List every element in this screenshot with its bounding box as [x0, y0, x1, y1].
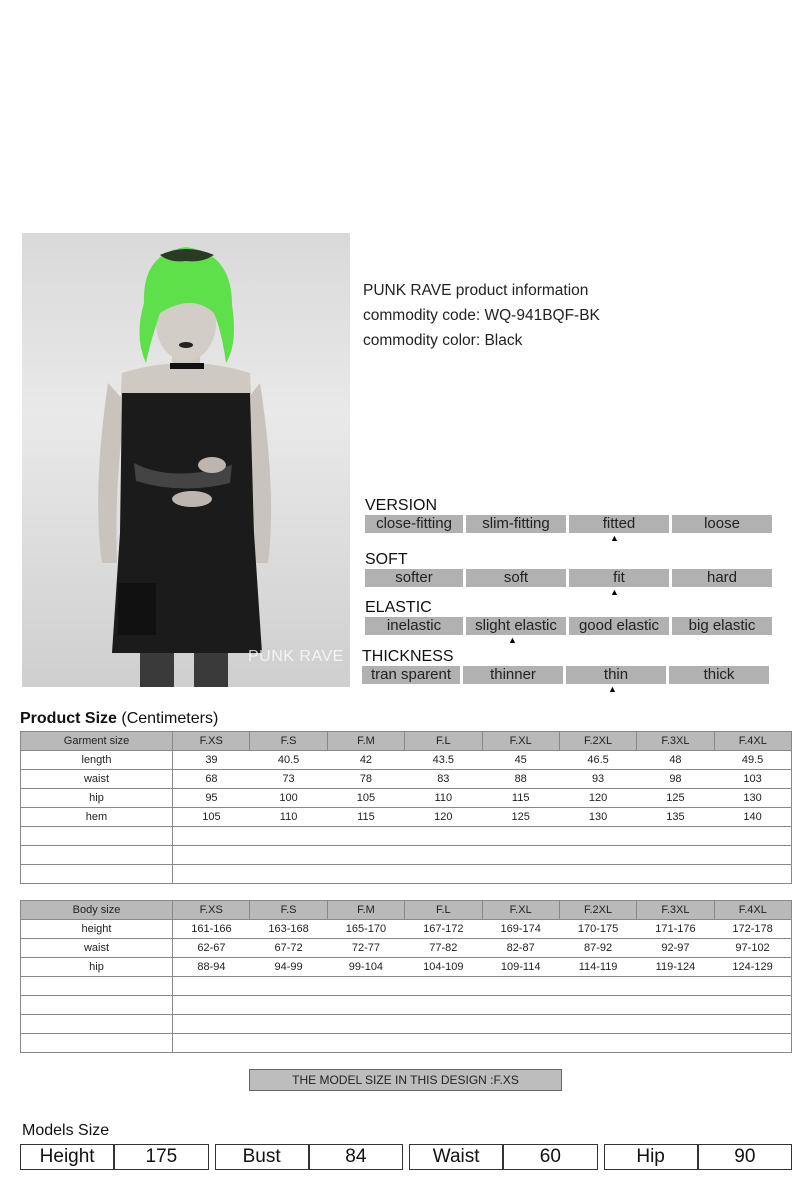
elastic-marker-icon: ▲: [508, 635, 517, 645]
table-cell: 171-176: [637, 920, 714, 939]
table-cell: 105: [173, 808, 250, 827]
thickness-option: tran sparent: [362, 666, 460, 684]
elastic-option: slight elastic: [466, 617, 566, 635]
blank-cell: [173, 996, 792, 1015]
thickness-scale: [362, 648, 769, 694]
color-value: Black: [484, 332, 523, 349]
table-header-cell: F.3XL: [637, 732, 714, 751]
row-label: waist: [21, 770, 173, 789]
blank-cell: [21, 846, 173, 865]
blank-row: [21, 846, 792, 865]
soft-marker-icon: ▲: [610, 587, 619, 597]
blank-row: [21, 865, 792, 884]
table-header-label: Garment size: [21, 732, 173, 751]
product-size-heading: Product Size: [20, 710, 117, 727]
models-size-table: [20, 1144, 792, 1170]
row-label: waist: [21, 939, 173, 958]
blank-cell: [21, 977, 173, 996]
table-cell: 135: [637, 808, 714, 827]
model-hip-value: 90: [698, 1144, 792, 1170]
table-cell: 130: [714, 789, 791, 808]
table-cell: 43.5: [405, 751, 482, 770]
table-cell: 97-102: [714, 939, 791, 958]
table-cell: 92-97: [637, 939, 714, 958]
thickness-option: thin: [566, 666, 666, 684]
table-cell: 110: [250, 808, 327, 827]
table-header-cell: F.XS: [173, 901, 250, 920]
table-cell: 115: [327, 808, 404, 827]
row-label: hip: [21, 789, 173, 808]
table-row: [21, 789, 792, 808]
table-cell: 98: [637, 770, 714, 789]
model-waist-value: 60: [503, 1144, 597, 1170]
table-header-cell: F.S: [250, 732, 327, 751]
table-cell: 95: [173, 789, 250, 808]
table-header-cell: F.S: [250, 901, 327, 920]
table-cell: 45: [482, 751, 559, 770]
code-label: commodity code:: [363, 307, 481, 324]
table-cell: 170-175: [559, 920, 636, 939]
model-size-note: THE MODEL SIZE IN THIS DESIGN :F.XS: [249, 1069, 562, 1091]
elastic-title: ELASTIC: [365, 599, 432, 616]
version-scale: [365, 497, 772, 543]
product-info: [363, 278, 600, 353]
table-cell: 169-174: [482, 920, 559, 939]
table-header-row: [21, 901, 792, 920]
blank-cell: [21, 865, 173, 884]
table-cell: 172-178: [714, 920, 791, 939]
model-illustration: [22, 233, 350, 687]
table-cell: 120: [559, 789, 636, 808]
table-cell: 77-82: [405, 939, 482, 958]
blank-row: [21, 1034, 792, 1053]
table-cell: 100: [250, 789, 327, 808]
elastic-option: big elastic: [672, 617, 772, 635]
table-cell: 48: [637, 751, 714, 770]
garment-size-table: [20, 731, 792, 884]
table-header-cell: F.4XL: [714, 901, 791, 920]
body-size-table: [20, 900, 792, 1053]
blank-cell: [173, 977, 792, 996]
table-cell: 94-99: [250, 958, 327, 977]
elastic-option: good elastic: [569, 617, 669, 635]
table-header-cell: F.L: [405, 732, 482, 751]
soft-scale: [365, 551, 772, 597]
model-height-value: 175: [114, 1144, 208, 1170]
model-waist-label: Waist: [409, 1144, 503, 1170]
table-header-cell: F.M: [327, 901, 404, 920]
table-row: [21, 751, 792, 770]
table-cell: 88-94: [173, 958, 250, 977]
table-cell: 83: [405, 770, 482, 789]
thickness-title: THICKNESS: [362, 648, 454, 665]
table-cell: 125: [482, 808, 559, 827]
row-label: length: [21, 751, 173, 770]
table-cell: 120: [405, 808, 482, 827]
version-title: VERSION: [365, 497, 438, 514]
table-cell: 42: [327, 751, 404, 770]
photo-watermark: PUNK RAVE: [248, 648, 344, 665]
product-size-unit: (Centimeters): [121, 710, 219, 727]
table-cell: 78: [327, 770, 404, 789]
table-row: [21, 770, 792, 789]
blank-cell: [173, 865, 792, 884]
table-cell: 68: [173, 770, 250, 789]
table-row: [21, 939, 792, 958]
table-cell: 46.5: [559, 751, 636, 770]
soft-option: softer: [365, 569, 463, 587]
blank-cell: [21, 1015, 173, 1034]
table-cell: 62-67: [173, 939, 250, 958]
table-cell: 93: [559, 770, 636, 789]
table-header-cell: F.XL: [482, 732, 559, 751]
table-row: [21, 958, 792, 977]
model-height-label: Height: [20, 1144, 114, 1170]
table-cell: 104-109: [405, 958, 482, 977]
table-cell: 130: [559, 808, 636, 827]
table-cell: 115: [482, 789, 559, 808]
blank-cell: [173, 846, 792, 865]
table-cell: 114-119: [559, 958, 636, 977]
thickness-option: thick: [669, 666, 769, 684]
version-option: loose: [672, 515, 772, 533]
commodity-code: [363, 303, 600, 328]
blank-cell: [21, 1034, 173, 1053]
blank-row: [21, 996, 792, 1015]
table-cell: 82-87: [482, 939, 559, 958]
table-cell: 124-129: [714, 958, 791, 977]
soft-option: soft: [466, 569, 566, 587]
elastic-scale: [365, 599, 772, 645]
table-cell: 140: [714, 808, 791, 827]
table-row: [21, 920, 792, 939]
soft-title: SOFT: [365, 551, 408, 568]
table-cell: 105: [327, 789, 404, 808]
table-header-cell: F.XL: [482, 901, 559, 920]
table-cell: 161-166: [173, 920, 250, 939]
version-option: slim-fitting: [466, 515, 566, 533]
table-row: [21, 808, 792, 827]
table-cell: 40.5: [250, 751, 327, 770]
row-label: hem: [21, 808, 173, 827]
models-size-title: Models Size: [22, 1122, 110, 1139]
blank-row: [21, 827, 792, 846]
blank-row: [21, 977, 792, 996]
table-header-cell: F.2XL: [559, 901, 636, 920]
elastic-option: inelastic: [365, 617, 463, 635]
blank-cell: [173, 827, 792, 846]
product-photo: [22, 233, 350, 687]
table-header-row: [21, 732, 792, 751]
info-heading: PUNK RAVE product information: [363, 282, 589, 299]
thickness-option: thinner: [463, 666, 563, 684]
table-cell: 99-104: [327, 958, 404, 977]
table-cell: 49.5: [714, 751, 791, 770]
version-marker-icon: ▲: [610, 533, 619, 543]
table-cell: 165-170: [327, 920, 404, 939]
soft-option: fit: [569, 569, 669, 587]
table-cell: 163-168: [250, 920, 327, 939]
table-cell: 109-114: [482, 958, 559, 977]
table-header-cell: F.M: [327, 732, 404, 751]
model-bust-label: Bust: [215, 1144, 309, 1170]
table-cell: 67-72: [250, 939, 327, 958]
table-cell: 73: [250, 770, 327, 789]
row-label: hip: [21, 958, 173, 977]
version-option: fitted: [569, 515, 669, 533]
table-header-cell: F.3XL: [637, 901, 714, 920]
table-cell: 72-77: [327, 939, 404, 958]
blank-row: [21, 1015, 792, 1034]
table-cell: 88: [482, 770, 559, 789]
model-hip-label: Hip: [604, 1144, 698, 1170]
blank-cell: [21, 996, 173, 1015]
table-cell: 167-172: [405, 920, 482, 939]
table-cell: 119-124: [637, 958, 714, 977]
version-option: close-fitting: [365, 515, 463, 533]
row-label: height: [21, 920, 173, 939]
commodity-color: [363, 328, 600, 353]
table-cell: 39: [173, 751, 250, 770]
color-label: commodity color:: [363, 332, 481, 349]
table-header-label: Body size: [21, 901, 173, 920]
table-header-cell: F.L: [405, 901, 482, 920]
blank-cell: [173, 1034, 792, 1053]
table-cell: 125: [637, 789, 714, 808]
blank-cell: [173, 1015, 792, 1034]
table-header-cell: F.XS: [173, 732, 250, 751]
blank-cell: [21, 827, 173, 846]
table-cell: 103: [714, 770, 791, 789]
table-header-cell: F.2XL: [559, 732, 636, 751]
product-size-title: [20, 710, 218, 728]
table-cell: 110: [405, 789, 482, 808]
thickness-marker-icon: ▲: [608, 684, 617, 694]
code-value: WQ-941BQF-BK: [484, 307, 600, 324]
soft-option: hard: [672, 569, 772, 587]
table-cell: 87-92: [559, 939, 636, 958]
model-bust-value: 84: [309, 1144, 403, 1170]
table-header-cell: F.4XL: [714, 732, 791, 751]
